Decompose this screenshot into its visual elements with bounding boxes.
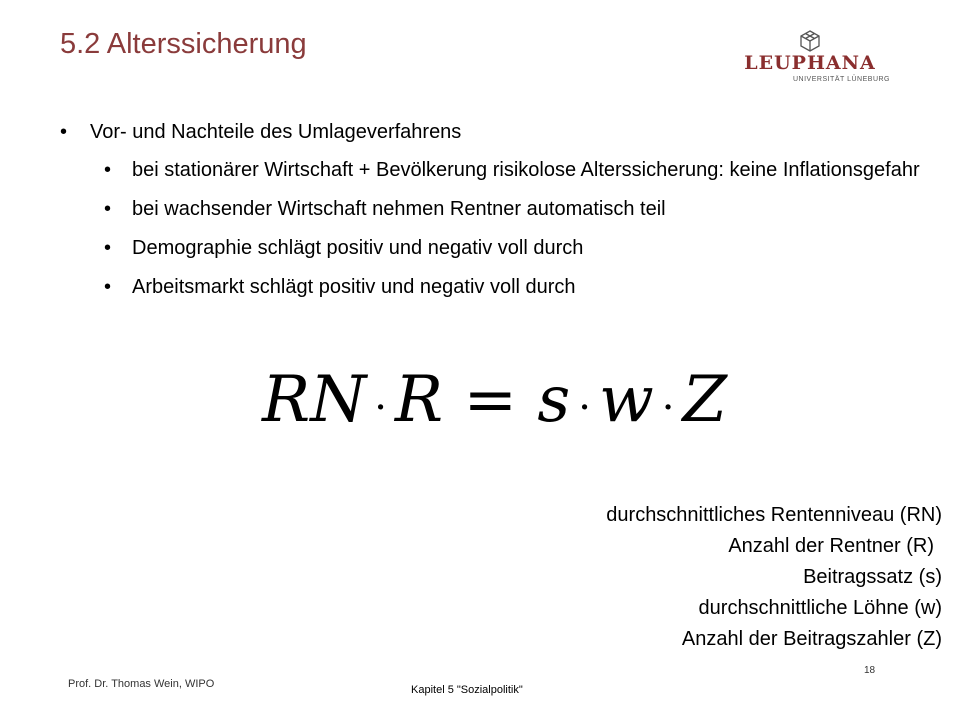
- formula-dot: ·: [374, 385, 387, 431]
- footer-author: Prof. Dr. Thomas Wein, WIPO: [68, 678, 215, 690]
- sub-bullet-item: • bei wachsender Wirtschaft nehmen Rentner automatisch teil: [60, 197, 920, 221]
- variable-legend: [606, 500, 942, 655]
- formula-w: w: [598, 363, 654, 437]
- formula-s: s: [537, 363, 571, 437]
- sub-bullet-item: • bei stationärer Wirtschaft + Bevölkerung risikolose Alterssicherung: keine Inflationsgefahr: [60, 158, 920, 182]
- sub-bullet-item: • Arbeitsmarkt schlägt positiv und negativ voll durch: [60, 275, 920, 299]
- logo-wordmark: LEUPHANA: [744, 52, 876, 74]
- formula-equals: =: [463, 363, 518, 437]
- legend-item: Beitragssatz (s): [803, 566, 942, 588]
- legend-item: Anzahl der Beitragszahler (Z): [681, 628, 942, 650]
- logo-subtitle: UNIVERSITÄT LÜNEBURG: [793, 76, 890, 83]
- slide-title: 5.2 Alterssicherung: [60, 28, 307, 60]
- formula-dot: ·: [578, 385, 591, 431]
- formula-r: R: [394, 363, 444, 437]
- formula-rn: RN: [262, 363, 367, 437]
- legend-item: durchschnittliche Löhne (w): [698, 597, 942, 619]
- formula: [262, 355, 727, 445]
- bullet-list: [60, 120, 920, 314]
- cube-icon: [800, 30, 820, 52]
- footer-chapter: Kapitel 5 "Sozialpolitik": [411, 684, 523, 696]
- page-number: 18: [864, 665, 876, 676]
- formula-dot: ·: [661, 385, 675, 431]
- bullet-item: • Vor- und Nachteile des Umlageverfahrens: [60, 120, 920, 144]
- legend-item: Anzahl der Rentner (R): [728, 535, 934, 557]
- sub-bullet-item: • Demographie schlägt positiv und negativ voll durch: [60, 236, 920, 260]
- legend-item: durchschnittliches Rentenniveau (RN): [606, 504, 942, 526]
- leuphana-logo: [730, 30, 890, 90]
- formula-z: Z: [682, 363, 727, 437]
